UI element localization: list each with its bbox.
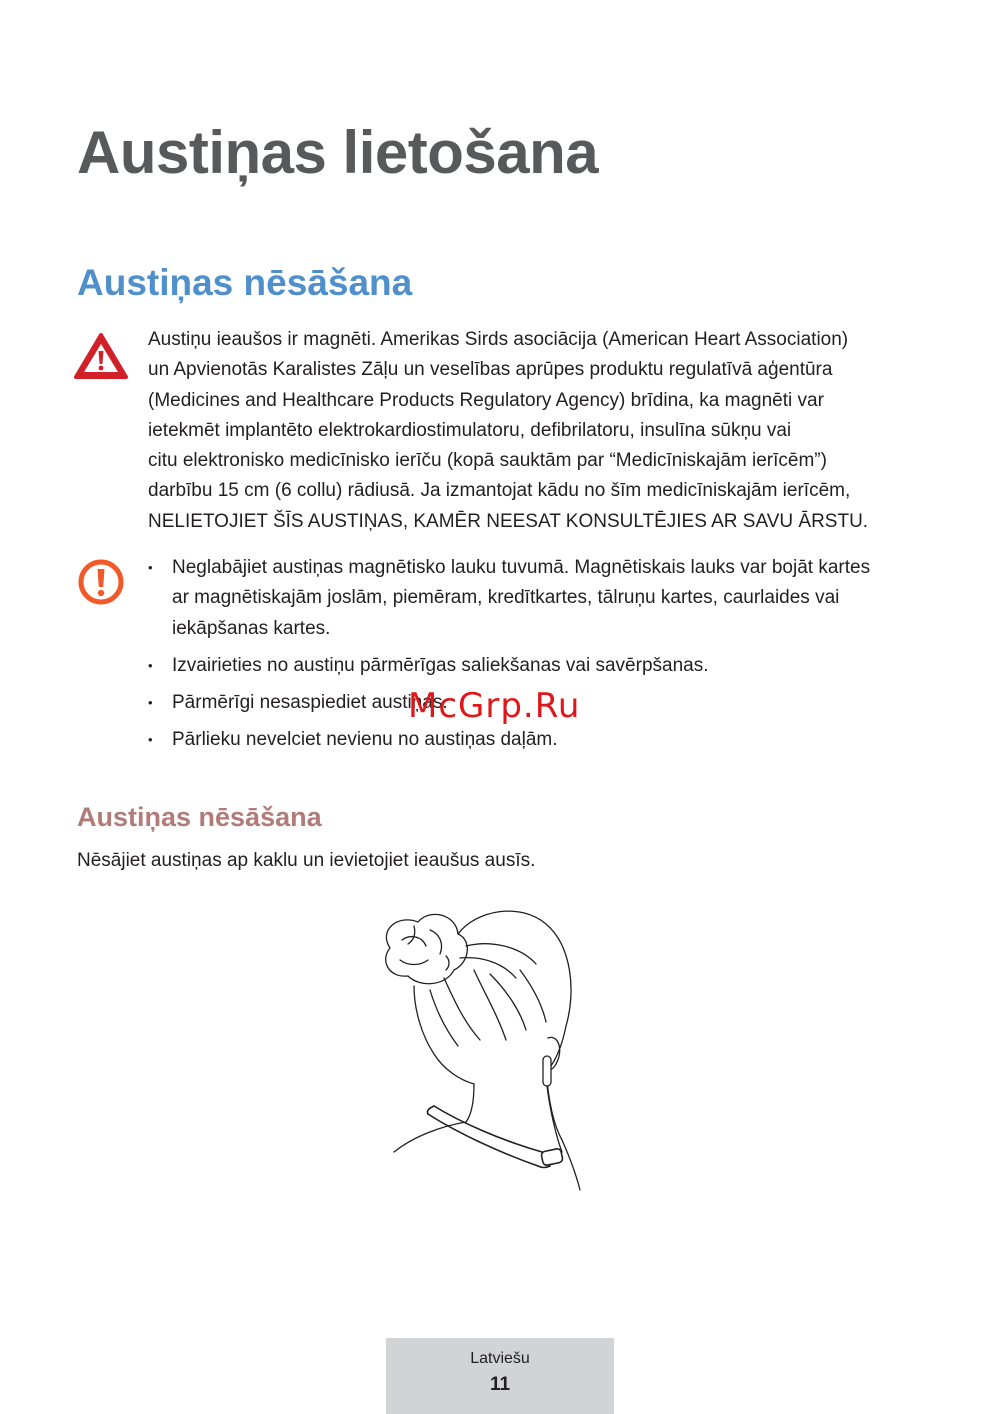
subheading: Austiņas nēsāšana xyxy=(77,802,322,832)
list-item-line: • Pārlieku nevelciet nevienu no austiņas daļām. xyxy=(172,729,558,751)
warning-line: NELIETOJIET ŠĪS AUSTIŅAS, KAMĒR NEESAT KONSULTĒJIES AR SAVU ĀRSTU. xyxy=(148,510,869,532)
caution-exclamation-icon xyxy=(77,558,125,606)
list-item-line: • Izvairieties no austiņu pārmērīgas saliekšanas vai savērpšanas. xyxy=(172,654,709,676)
list-item-line: iekāpšanas kartes. xyxy=(172,617,331,639)
warning-line: citu elektronisko medicīnisko ierīču (kopā sauktām par “Medicīniskajām ierīcēm”) xyxy=(148,450,827,472)
caution-list xyxy=(148,553,938,763)
list-item-line: • Pārmērīgi nesaspiediet austiņas. xyxy=(172,692,448,714)
list-item-line: • Neglabājiet austiņas magnētisko lauku tuvumā. Magnētiskais lauks var bojāt kartes xyxy=(172,557,871,578)
warning-triangle-icon xyxy=(73,332,129,380)
list-item xyxy=(148,725,938,755)
instruction-text: Nēsājiet austiņas ap kaklu un ievietojiet ieaušus ausīs. xyxy=(77,850,536,871)
section-heading: Austiņas nēsāšana xyxy=(77,262,413,303)
headset-wearing-illustration xyxy=(370,900,600,1200)
list-item xyxy=(148,651,938,681)
list-item xyxy=(148,553,938,644)
warning-line: darbību 15 cm (6 collu) rādiusā. Ja izmantojat kādu no šīm medicīniskajām ierīcēm, xyxy=(148,480,851,502)
watermark: McGrp.Ru xyxy=(408,686,581,726)
footer-language: Latviešu xyxy=(470,1350,530,1367)
list-item-line: ar magnētiskajām joslām, piemēram, kredītkartes, tālruņu kartes, caurlaides vai xyxy=(172,587,840,609)
warning-line: ietekmēt implantēto elektrokardiostimulatoru, defibrilatoru, insulīna sūkņu vai xyxy=(148,419,792,441)
warning-text xyxy=(148,325,928,537)
page-footer xyxy=(386,1338,614,1414)
warning-line: Austiņu ieaušos ir magnēti. Amerikas Sirds asociācija (American Heart Association) xyxy=(148,329,849,350)
warning-line: un Apvienotās Karalistes Zāļu un veselības aprūpes produktu regulatīvā aģentūra xyxy=(148,359,833,381)
warning-line: (Medicines and Healthcare Products Regulatory Agency) brīdina, ka magnēti var xyxy=(148,389,824,411)
page-number: 11 xyxy=(489,1374,511,1395)
page-title: Austiņas lietošana xyxy=(77,119,599,186)
